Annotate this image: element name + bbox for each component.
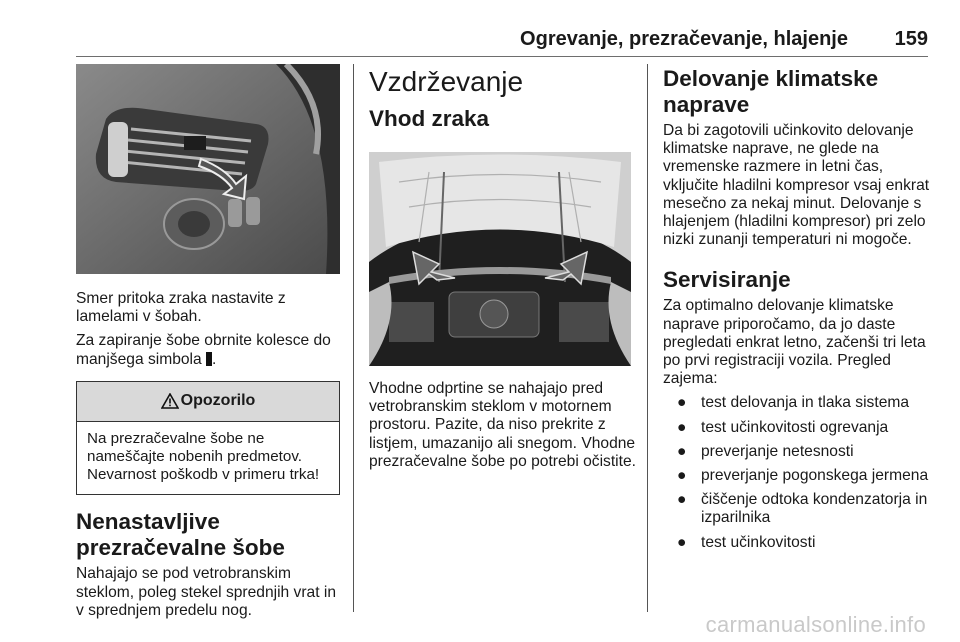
bullet-icon: ● [677,533,687,551]
engine-bay-photo [369,152,631,366]
fixed-vents-heading: Nenastavljive prezračevalne šobe [76,509,285,561]
warning-box [76,381,340,496]
list-item: ● test učinkovitosti [677,533,816,551]
vent-close-text: Za zapiranje šobe obrnite kolesce do manjšega simbola . [76,332,331,368]
column-divider-2 [647,64,648,612]
ac-operation-text: Da bi zagotovili učinkovito delovanje klimatske naprave, ne glede na vremenske razmere in letni čas, vključite hladilni kompresor vsaj enkrat mesečno za nekaj minut. Delovanje s hlajenjem (hladilni kompresor) pri zelo nizki zunanji temperaturi ni mogoče. [663,122,930,249]
maintenance-heading: Vzdrževanje [369,66,524,97]
chapter-title: Ogrevanje, prezračevanje, hlajenje [520,28,848,50]
air-inlet-text: Vhodne odprtine se nahajajo pred vetrobranskim steklom v motornem prostoru. Pazite, da niso prekrite z listjem, umazanijo ali snegom. Vhodne prezračevalne šobe po potrebi očistite. [369,380,636,470]
air-vent-photo [76,64,340,274]
air-inlet-heading: Vhod zraka [369,106,490,131]
bullet-icon: ● [677,394,687,412]
warning-label: Opozorilo [180,392,256,410]
header-rule [76,56,928,57]
page-number: 159 [894,28,928,50]
right-column [663,64,933,558]
fixed-vents-text: Nahajajo se pod vetrobranskim steklom, poleg stekel sprednjih vrat in v sprednjem predelu nog. [76,565,337,619]
warning-triangle-icon [161,393,179,409]
bullet-icon: ● [677,491,687,509]
air-vent-adjust-arrow-photo-icon [76,64,340,274]
middle-column [369,64,639,477]
list-item: ● test delovanja in tlaka sistema [677,394,910,412]
servicing-heading: Servisiranje [663,267,791,293]
list-item: ● čiščenje odtoka kondenzatorja in izparilnika [677,491,928,527]
ac-operation-heading: Delovanje klimatske naprave [663,66,879,117]
page-header [0,28,960,58]
watermark: carmanualsonline.info [705,612,926,637]
bullet-icon: ● [677,418,687,436]
servicing-text: Za optimalno delovanje klimatske naprave priporočamo, da jo daste pregledati enkrat letno, začenši tri leta po prvi registraciji vozila. Pregled zajema: [663,297,926,388]
warning-header [77,382,339,422]
bullet-icon: ● [677,467,687,485]
bullet-icon: ● [677,442,687,460]
service-checklist [663,394,933,551]
warning-text: Na prezračevalne šobe ne nameščajte nobenih predmetov. Nevarnost poškodb v primeru trka! [87,429,320,484]
list-item: ● preverjanje pogonskega jermena [677,467,929,485]
column-divider-1 [353,64,354,612]
vent-direction-text: Smer pritoka zraka nastavite z lamelami v šobah. [76,290,286,326]
list-item: ● preverjanje netesnosti [677,442,854,460]
list-item: ● test učinkovitosti ogrevanja [677,418,889,436]
left-column [76,64,344,626]
engine-bay-air-inlet-photo-icon [369,152,631,366]
